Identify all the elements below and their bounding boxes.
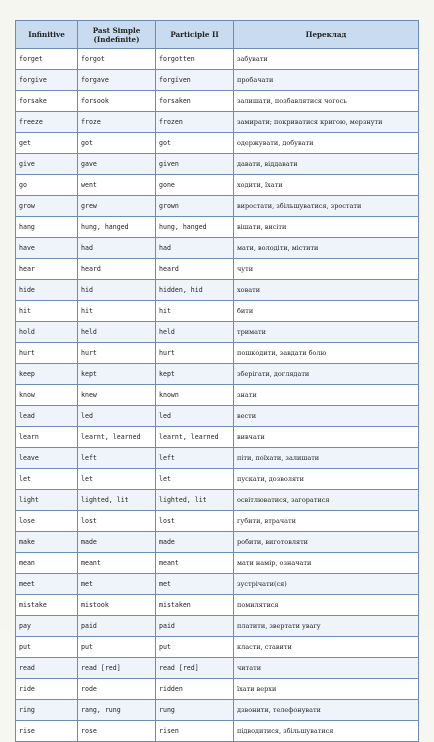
table-row bbox=[16, 364, 419, 385]
header-past-simple-line1: Past Simple bbox=[92, 25, 141, 35]
table-row bbox=[16, 217, 419, 238]
table-row bbox=[16, 175, 419, 196]
cell-infinitive: learn bbox=[16, 427, 78, 448]
header-past-simple-line2: (Indefinite) bbox=[93, 34, 140, 44]
cell-infinitive: forsake bbox=[16, 91, 78, 112]
table-row bbox=[16, 637, 419, 658]
cell-translation: вивчати bbox=[234, 427, 419, 448]
table-row bbox=[16, 574, 419, 595]
cell-translation: ходити, їхати bbox=[234, 175, 419, 196]
cell-infinitive: mistake bbox=[16, 595, 78, 616]
table-row bbox=[16, 238, 419, 259]
cell-past-simple: forgave bbox=[78, 70, 156, 91]
cell-participle: mistaken bbox=[156, 595, 234, 616]
table-header bbox=[16, 21, 419, 49]
cell-participle: hurt bbox=[156, 343, 234, 364]
table-row bbox=[16, 553, 419, 574]
table-row bbox=[16, 490, 419, 511]
cell-past-simple: forgot bbox=[78, 49, 156, 70]
cell-participle: learnt, learned bbox=[156, 427, 234, 448]
cell-translation: вішати, висіти bbox=[234, 217, 419, 238]
cell-infinitive: hurt bbox=[16, 343, 78, 364]
cell-infinitive: ring bbox=[16, 700, 78, 721]
cell-translation: тримати bbox=[234, 322, 419, 343]
cell-past-simple: left bbox=[78, 448, 156, 469]
header-translation: Переклад bbox=[234, 21, 419, 49]
cell-past-simple: put bbox=[78, 637, 156, 658]
cell-participle: paid bbox=[156, 616, 234, 637]
table-row bbox=[16, 301, 419, 322]
cell-infinitive: ride bbox=[16, 679, 78, 700]
table-row bbox=[16, 511, 419, 532]
cell-past-simple: rose bbox=[78, 721, 156, 742]
table-row bbox=[16, 196, 419, 217]
cell-translation: одержувати, добувати bbox=[234, 133, 419, 154]
cell-past-simple: led bbox=[78, 406, 156, 427]
cell-participle: known bbox=[156, 385, 234, 406]
cell-translation: знати bbox=[234, 385, 419, 406]
cell-past-simple: hit bbox=[78, 301, 156, 322]
table-row bbox=[16, 469, 419, 490]
cell-past-simple: hid bbox=[78, 280, 156, 301]
table-row bbox=[16, 385, 419, 406]
header-row bbox=[16, 21, 419, 49]
cell-past-simple: rode bbox=[78, 679, 156, 700]
table-row bbox=[16, 658, 419, 679]
cell-participle: made bbox=[156, 532, 234, 553]
cell-translation: губити, втрачати bbox=[234, 511, 419, 532]
cell-past-simple: learnt, learned bbox=[78, 427, 156, 448]
cell-infinitive: freeze bbox=[16, 112, 78, 133]
cell-participle: heard bbox=[156, 259, 234, 280]
cell-past-simple: met bbox=[78, 574, 156, 595]
cell-infinitive: give bbox=[16, 154, 78, 175]
cell-participle: kept bbox=[156, 364, 234, 385]
cell-participle: held bbox=[156, 322, 234, 343]
cell-past-simple: made bbox=[78, 532, 156, 553]
cell-translation: платити, звертати увагу bbox=[234, 616, 419, 637]
cell-infinitive: lose bbox=[16, 511, 78, 532]
cell-past-simple: meant bbox=[78, 553, 156, 574]
cell-participle: lost bbox=[156, 511, 234, 532]
table-row bbox=[16, 322, 419, 343]
cell-past-simple: held bbox=[78, 322, 156, 343]
cell-past-simple: had bbox=[78, 238, 156, 259]
cell-translation: пускати, дозволяти bbox=[234, 469, 419, 490]
cell-infinitive: hold bbox=[16, 322, 78, 343]
cell-infinitive: pay bbox=[16, 616, 78, 637]
cell-participle: rung bbox=[156, 700, 234, 721]
header-past-simple bbox=[78, 21, 156, 49]
cell-translation: бити bbox=[234, 301, 419, 322]
cell-past-simple: paid bbox=[78, 616, 156, 637]
cell-infinitive: make bbox=[16, 532, 78, 553]
cell-translation: піти, поїхати, залишати bbox=[234, 448, 419, 469]
cell-translation: дзвонити, телефонувати bbox=[234, 700, 419, 721]
cell-participle: hidden, hid bbox=[156, 280, 234, 301]
cell-participle: got bbox=[156, 133, 234, 154]
cell-past-simple: knew bbox=[78, 385, 156, 406]
cell-participle: frozen bbox=[156, 112, 234, 133]
cell-past-simple: froze bbox=[78, 112, 156, 133]
cell-participle: given bbox=[156, 154, 234, 175]
cell-participle: forgotten bbox=[156, 49, 234, 70]
cell-translation: освітлюватися, загоратися bbox=[234, 490, 419, 511]
cell-participle: read [red] bbox=[156, 658, 234, 679]
cell-participle: forsaken bbox=[156, 91, 234, 112]
cell-past-simple: grew bbox=[78, 196, 156, 217]
cell-translation: помилятися bbox=[234, 595, 419, 616]
cell-past-simple: read [red] bbox=[78, 658, 156, 679]
cell-translation: давати, віддавати bbox=[234, 154, 419, 175]
cell-infinitive: have bbox=[16, 238, 78, 259]
cell-past-simple: lost bbox=[78, 511, 156, 532]
cell-infinitive: lead bbox=[16, 406, 78, 427]
cell-past-simple: kept bbox=[78, 364, 156, 385]
cell-translation: ховати bbox=[234, 280, 419, 301]
table-row bbox=[16, 91, 419, 112]
cell-participle: hung, hanged bbox=[156, 217, 234, 238]
cell-past-simple: lighted, lit bbox=[78, 490, 156, 511]
cell-translation: виростати, збільшуватися, зростати bbox=[234, 196, 419, 217]
cell-infinitive: leave bbox=[16, 448, 78, 469]
cell-translation: забувати bbox=[234, 49, 419, 70]
cell-infinitive: hang bbox=[16, 217, 78, 238]
cell-participle: left bbox=[156, 448, 234, 469]
cell-infinitive: forgive bbox=[16, 70, 78, 91]
cell-translation: підводитися, збільшуватися bbox=[234, 721, 419, 742]
cell-participle: risen bbox=[156, 721, 234, 742]
header-participle: Participle II bbox=[156, 21, 234, 49]
table-row bbox=[16, 532, 419, 553]
table-row bbox=[16, 154, 419, 175]
cell-translation: зустрічати(ся) bbox=[234, 574, 419, 595]
cell-past-simple: got bbox=[78, 133, 156, 154]
cell-past-simple: rang, rung bbox=[78, 700, 156, 721]
cell-infinitive: hide bbox=[16, 280, 78, 301]
table-row bbox=[16, 427, 419, 448]
cell-infinitive: grow bbox=[16, 196, 78, 217]
table-row bbox=[16, 616, 419, 637]
cell-past-simple: went bbox=[78, 175, 156, 196]
cell-translation: їхати верхи bbox=[234, 679, 419, 700]
cell-past-simple: hung, hanged bbox=[78, 217, 156, 238]
cell-translation: вести bbox=[234, 406, 419, 427]
cell-participle: grown bbox=[156, 196, 234, 217]
table-row bbox=[16, 49, 419, 70]
cell-past-simple: hurt bbox=[78, 343, 156, 364]
cell-participle: put bbox=[156, 637, 234, 658]
table-row bbox=[16, 700, 419, 721]
table-row bbox=[16, 595, 419, 616]
cell-participle: meant bbox=[156, 553, 234, 574]
table-row bbox=[16, 259, 419, 280]
cell-translation: класти, ставити bbox=[234, 637, 419, 658]
cell-participle: let bbox=[156, 469, 234, 490]
cell-infinitive: meet bbox=[16, 574, 78, 595]
cell-participle: met bbox=[156, 574, 234, 595]
cell-past-simple: gave bbox=[78, 154, 156, 175]
cell-participle: led bbox=[156, 406, 234, 427]
cell-translation: робити, виготовляти bbox=[234, 532, 419, 553]
cell-past-simple: let bbox=[78, 469, 156, 490]
cell-translation: чути bbox=[234, 259, 419, 280]
table-row bbox=[16, 406, 419, 427]
cell-past-simple: mistook bbox=[78, 595, 156, 616]
table-row bbox=[16, 721, 419, 742]
cell-participle: forgiven bbox=[156, 70, 234, 91]
cell-translation: замирати; покриватися кригою, мерзнути bbox=[234, 112, 419, 133]
cell-infinitive: hear bbox=[16, 259, 78, 280]
cell-participle: had bbox=[156, 238, 234, 259]
cell-infinitive: forget bbox=[16, 49, 78, 70]
table-row bbox=[16, 448, 419, 469]
cell-past-simple: forsook bbox=[78, 91, 156, 112]
cell-past-simple: heard bbox=[78, 259, 156, 280]
cell-infinitive: light bbox=[16, 490, 78, 511]
cell-translation: пробачати bbox=[234, 70, 419, 91]
table-row bbox=[16, 343, 419, 364]
cell-infinitive: get bbox=[16, 133, 78, 154]
cell-infinitive: mean bbox=[16, 553, 78, 574]
cell-infinitive: rise bbox=[16, 721, 78, 742]
table-row bbox=[16, 133, 419, 154]
cell-infinitive: hit bbox=[16, 301, 78, 322]
cell-infinitive: know bbox=[16, 385, 78, 406]
table-row bbox=[16, 280, 419, 301]
cell-participle: ridden bbox=[156, 679, 234, 700]
header-infinitive: Infinitive bbox=[16, 21, 78, 49]
cell-translation: залишати, позбавлятися чогось bbox=[234, 91, 419, 112]
cell-participle: hit bbox=[156, 301, 234, 322]
cell-infinitive: keep bbox=[16, 364, 78, 385]
cell-translation: мати, володіти, містити bbox=[234, 238, 419, 259]
cell-infinitive: go bbox=[16, 175, 78, 196]
cell-infinitive: put bbox=[16, 637, 78, 658]
table-row bbox=[16, 112, 419, 133]
cell-translation: мати намір, означати bbox=[234, 553, 419, 574]
cell-translation: читати bbox=[234, 658, 419, 679]
table-row bbox=[16, 679, 419, 700]
cell-participle: gone bbox=[156, 175, 234, 196]
irregular-verbs-table bbox=[15, 20, 419, 742]
cell-translation: пошкодити, завдати болю bbox=[234, 343, 419, 364]
table-row bbox=[16, 70, 419, 91]
table-body bbox=[16, 49, 419, 742]
cell-infinitive: let bbox=[16, 469, 78, 490]
cell-translation: зберігати, доглядати bbox=[234, 364, 419, 385]
cell-participle: lighted, lit bbox=[156, 490, 234, 511]
cell-infinitive: read bbox=[16, 658, 78, 679]
